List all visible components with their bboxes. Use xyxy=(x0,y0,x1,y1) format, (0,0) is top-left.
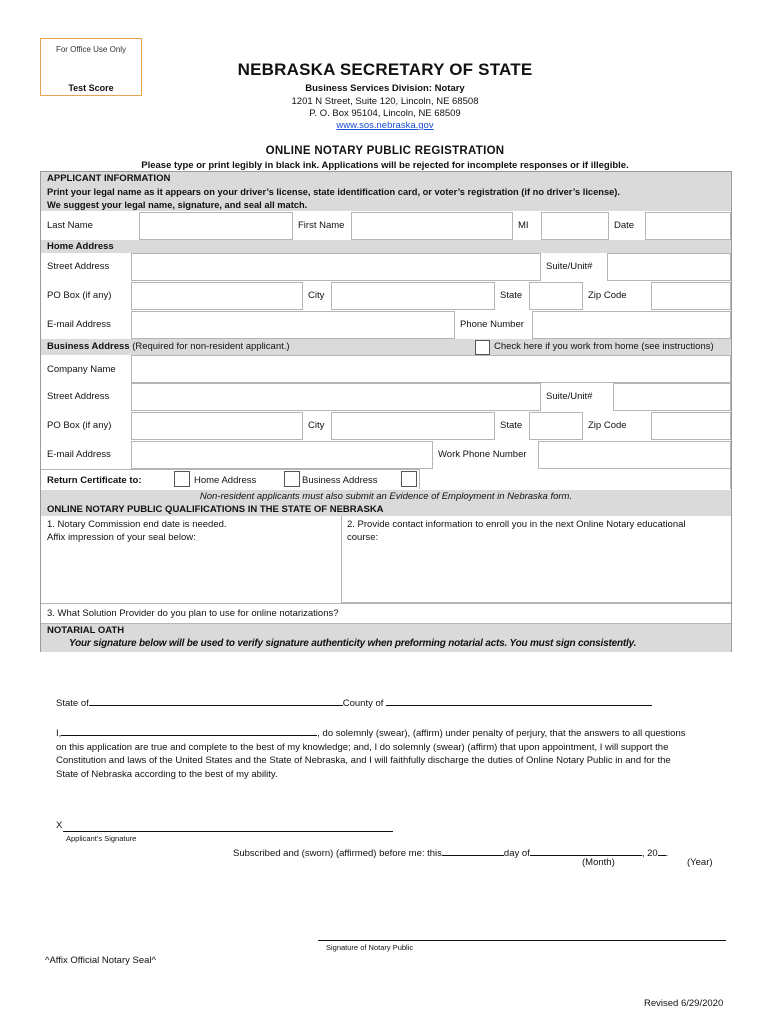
return-home-label: Home Address xyxy=(194,475,257,486)
applicant-signature-line[interactable] xyxy=(63,831,393,832)
business-pobox-label: PO Box (if any) xyxy=(47,420,112,431)
county-of-field[interactable] xyxy=(386,695,652,706)
revised-date: Revised 6/29/2020 xyxy=(644,998,724,1009)
applicant-signature-label: Applicant’s Signature xyxy=(66,834,137,843)
state-county-line xyxy=(56,695,652,709)
date-field[interactable] xyxy=(645,212,731,240)
business-suite-field[interactable] xyxy=(613,383,731,411)
home-email-label: E-mail Address xyxy=(47,319,111,330)
registration-form xyxy=(40,171,732,652)
business-email-label: E-mail Address xyxy=(47,449,111,460)
home-email-field[interactable] xyxy=(131,311,455,339)
home-pobox-label: PO Box (if any) xyxy=(47,290,112,301)
business-zip-label: Zip Code xyxy=(588,420,627,431)
year-label: (Year) xyxy=(687,857,713,868)
oath-line-1: , do solemnly (swear), (affirm) under penalty of perjury, that the answers to all questions xyxy=(317,728,686,739)
home-state-field[interactable] xyxy=(529,282,583,310)
business-address-title: Business Address xyxy=(47,341,130,352)
oath-paragraph xyxy=(56,725,736,781)
mi-label: MI xyxy=(518,220,529,231)
q2-line-b: course: xyxy=(347,532,379,543)
business-pobox-field[interactable] xyxy=(131,412,303,440)
oath-name-field[interactable] xyxy=(61,725,317,736)
subscribed-label: Subscribed and (sworn) (affirmed) before me: this xyxy=(233,848,442,859)
oath-header-bar xyxy=(41,624,731,652)
subscribed-year-field[interactable] xyxy=(658,845,666,856)
signature-note: Your signature below will be used to verify signature authenticity when preforming notarial acts. You must sign consistently. xyxy=(69,638,637,649)
address-line-2: P. O. Box 95104, Lincoln, NE 68509 xyxy=(309,108,461,119)
return-business-checkbox[interactable] xyxy=(284,471,300,487)
suggest-note: We suggest your legal name, signature, and seal all match. xyxy=(47,199,308,210)
test-score-label: Test Score xyxy=(68,83,114,93)
oath-section-title: NOTARIAL OATH xyxy=(47,625,125,636)
home-phone-label: Phone Number xyxy=(460,319,524,330)
work-from-home-label: Check here if you work from home (see instructions) xyxy=(494,341,714,352)
office-use-label: For Office Use Only xyxy=(55,45,127,54)
subscribed-day-field[interactable] xyxy=(442,845,504,856)
month-label: (Month) xyxy=(582,857,615,868)
home-suite-label: Suite/Unit# xyxy=(546,261,593,272)
home-state-label: State xyxy=(500,290,523,301)
first-name-label: First Name xyxy=(298,220,345,231)
company-name-field[interactable] xyxy=(131,355,731,383)
business-phone-label: Work Phone Number xyxy=(438,449,527,460)
return-cert-label: Return Certificate to: xyxy=(47,475,142,486)
q3-question: 3. What Solution Provider do you plan to use for online notarizations? xyxy=(47,608,339,619)
subscribed-month-field[interactable] xyxy=(530,845,642,856)
q1-line-a: 1. Notary Commission end date is needed. xyxy=(47,519,227,530)
home-city-label: City xyxy=(308,290,325,301)
notary-signature-line[interactable] xyxy=(318,940,726,941)
business-state-field[interactable] xyxy=(529,412,583,440)
year-suffix: . xyxy=(665,848,669,859)
business-street-field[interactable] xyxy=(131,383,541,411)
oath-i-label: I, xyxy=(56,728,62,739)
business-email-field[interactable] xyxy=(131,441,433,469)
business-city-label: City xyxy=(308,420,325,431)
business-state-label: State xyxy=(500,420,523,431)
company-name-label: Company Name xyxy=(47,364,116,375)
year-prefix: , 20 xyxy=(641,848,658,859)
home-zip-field[interactable] xyxy=(651,282,731,310)
business-zip-field[interactable] xyxy=(651,412,731,440)
business-street-label: Street Address xyxy=(47,391,110,402)
oath-line-4: State of Nebraska according to the best of my ability. xyxy=(56,768,278,780)
business-suite-label: Suite/Unit# xyxy=(546,391,593,402)
applicant-x-mark: X xyxy=(56,820,63,831)
home-city-field[interactable] xyxy=(331,282,495,310)
business-address-note: (Required for non-resident applicant.) xyxy=(132,341,290,352)
return-business-label: Business Address xyxy=(302,475,378,486)
qualifications-header: ONLINE NOTARY PUBLIC QUALIFICATIONS IN THE STATE OF NEBRASKA xyxy=(41,503,731,516)
home-address-header: Home Address xyxy=(41,240,731,253)
date-label: Date xyxy=(614,220,635,231)
state-of-label: State of xyxy=(56,698,89,709)
q2-line-a: 2. Provide contact information to enroll you in the next Online Notary educational xyxy=(347,519,686,530)
county-of-label: County of xyxy=(342,698,384,709)
home-suite-field[interactable] xyxy=(607,253,731,281)
last-name-label: Last Name xyxy=(47,220,93,231)
last-name-field[interactable] xyxy=(139,212,293,240)
notary-signature-label: Signature of Notary Public xyxy=(326,943,414,952)
first-name-field[interactable] xyxy=(351,212,513,240)
nonresident-note: Non-resident applicants must also submit an Evidence of Employment in Nebraska form. xyxy=(41,490,731,503)
state-of-field[interactable] xyxy=(89,695,343,706)
return-email-checkbox[interactable] xyxy=(401,471,417,487)
work-from-home-checkbox[interactable] xyxy=(475,340,490,355)
home-street-label: Street Address xyxy=(47,261,110,272)
q1-line-b: Affix impression of your seal below: xyxy=(47,532,196,543)
address-line-1: 1201 N Street, Suite 120, Lincoln, NE 68508 xyxy=(291,96,479,107)
home-zip-label: Zip Code xyxy=(588,290,627,301)
oath-line-2: on this application are true and complete to the best of my knowledge; and, I do solemnly (swear) (affirm) that upon appointment, I will support the xyxy=(56,741,669,753)
mi-field[interactable] xyxy=(541,212,609,240)
home-street-field[interactable] xyxy=(131,253,541,281)
instructions: Please type or print legibly in black ink. Applications will be rejected for incomplete responses or if illegible. xyxy=(141,160,629,171)
agency-title: NEBRASKA SECRETARY OF STATE xyxy=(237,60,533,79)
day-of-label: day of xyxy=(503,848,530,859)
business-phone-field[interactable] xyxy=(538,441,731,469)
home-pobox-field[interactable] xyxy=(131,282,303,310)
affix-seal-label: ^Affix Official Notary Seal^ xyxy=(45,955,156,966)
return-home-checkbox[interactable] xyxy=(174,471,190,487)
business-city-field[interactable] xyxy=(331,412,495,440)
return-email-field[interactable] xyxy=(419,469,731,489)
division-line: Business Services Division: Notary xyxy=(305,83,465,94)
legal-name-instruction: Print your legal name as it appears on your driver’s license, state identification card, or voter’s registration (if no driver’s license). xyxy=(47,187,620,197)
oath-line-3: Constitution and laws of the United States and the State of Nebraska, and I will faithfully discharge the duties of Online Notary Public in and for the xyxy=(56,755,671,766)
home-phone-field[interactable] xyxy=(532,311,731,339)
form-title: ONLINE NOTARY PUBLIC REGISTRATION xyxy=(265,145,505,157)
applicant-section-header: APPLICANT INFORMATION xyxy=(41,172,731,185)
legal-name-note xyxy=(41,185,731,211)
website-link[interactable]: www.sos.nebraska.gov xyxy=(336,120,434,131)
